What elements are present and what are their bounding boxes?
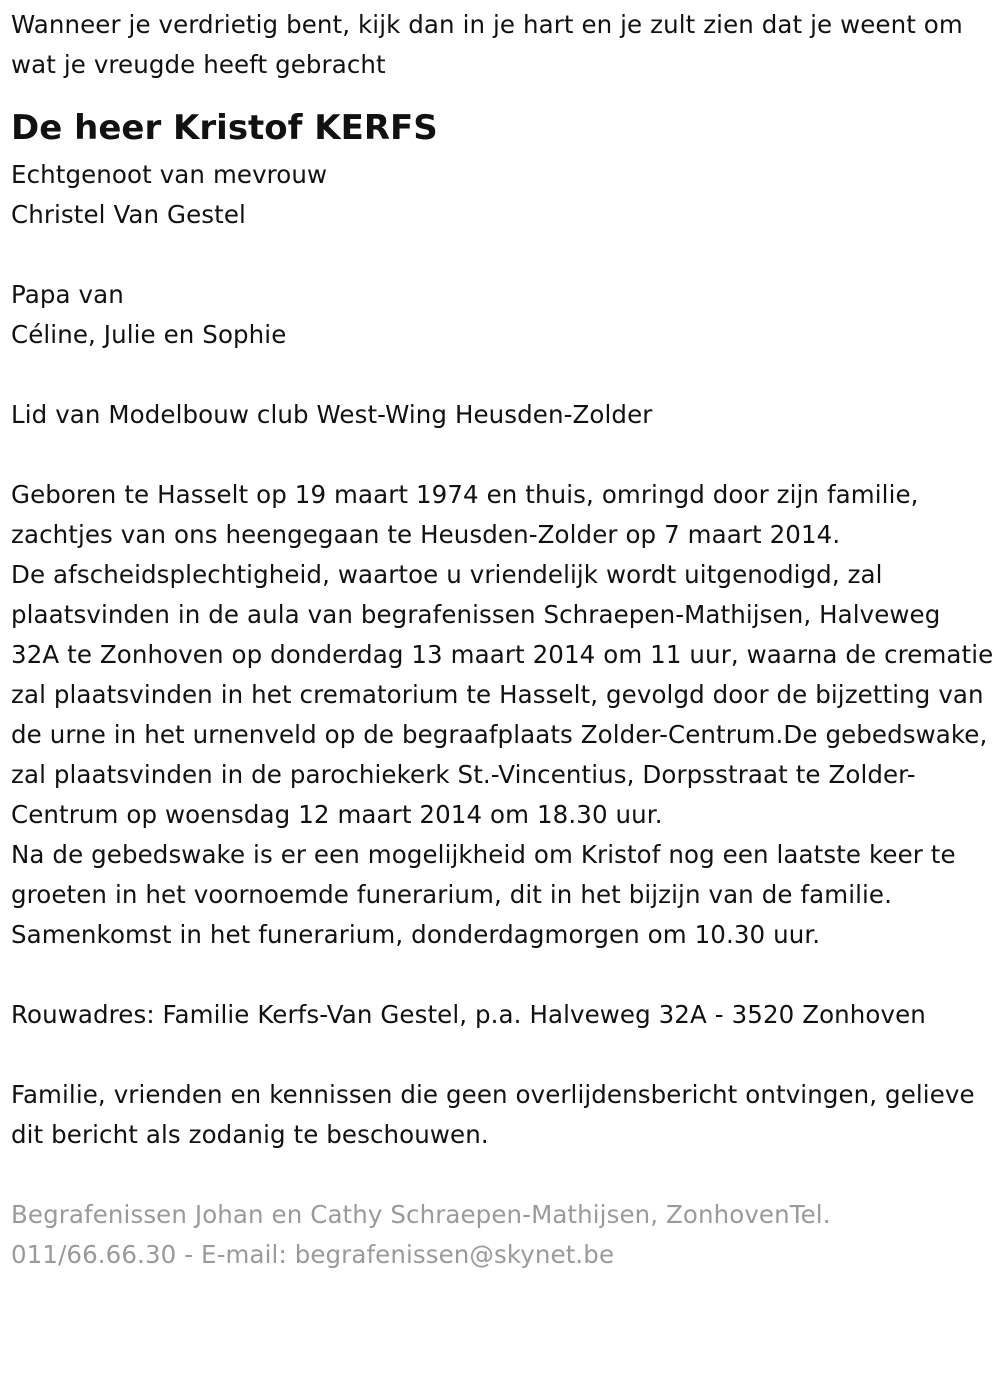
mourning-address: Rouwadres: Familie Kerfs-Van Gestel, p.a. Halveweg 32A - 3520 Zonhoven (11, 1000, 926, 1029)
children-info: Papa van Céline, Julie en Sophie (11, 280, 287, 349)
notice-text: Familie, vrienden en kennissen die geen overlijdensbericht ontvingen, gelieve dit bericht als zodanig te beschouwen. (11, 1080, 975, 1149)
memorial-quote: Wanneer je verdrietig bent, kijk dan in je hart en je zult zien dat je weent om wat je vreugde heeft gebracht (11, 10, 963, 79)
funeral-details: Geboren te Hasselt op 19 maart 1974 en thuis, omringd door zijn familie, zachtjes van ons heengegaan te Heusden-Zolder op 7 maart 2014. De afscheidsplechtigheid, waartoe u vriendelijk wordt uitgenodigd, zal plaatsvinden in de aula van begrafenissen Schraepen-Mathijsen, Halveweg 32A te Zonhoven op donderdag 13 maart 2014 om 11 uur, waarna de crematie zal plaatsvinden in het crematorium te Hasselt, gevolgd door de bijzetting van de urne in het urnenveld op de begraafplaats Zolder-Centrum.De gebedswake, zal plaatsvinden in de parochiekerk St.-Vincentius, Dorpsstraat te Zolder-Centrum op woensdag 12 maart 2014 om 18.30 uur. Na de gebedswake is er een mogelijkheid om Kristof nog een laatste keer te groeten in het voornoemde funerarium, dit in het bijzijn van de familie. Samenkomst in het funerarium, donderdagmorgen om 10.30 uur. (11, 480, 994, 949)
deceased-name: De heer Kristof KERFS (11, 108, 438, 148)
spouse-info: Echtgenoot van mevrouw Christel Van Gestel (11, 160, 328, 229)
membership-info: Lid van Modelbouw club West-Wing Heusden-Zolder (11, 400, 653, 429)
funeral-home-footer: Begrafenissen Johan en Cathy Schraepen-Mathijsen, ZonhovenTel. 011/66.66.30 - E-mail: begrafenissen@skynet.be (11, 1200, 831, 1269)
